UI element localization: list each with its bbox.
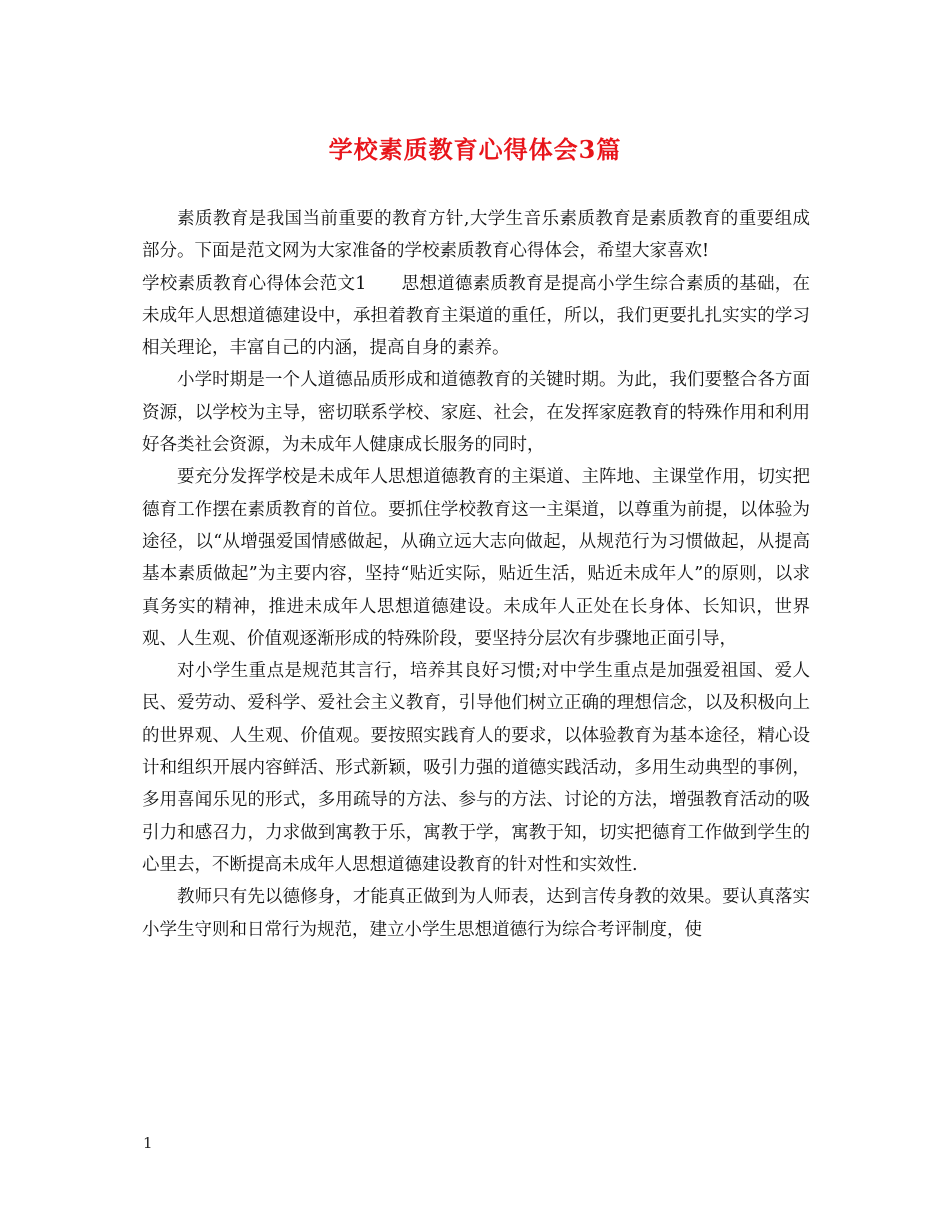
body-paragraph-1: 小学时期是一个人道德品质形成和道德教育的关键时期。为此，我们要整合各方面资源，以学校为主导，密切联系学校、家庭、社会，在发挥家庭教育的特殊作用和利用好各类社会资源，为未成年人健康成长服务的同时， (142, 370, 810, 456)
page-number: 1 (143, 1134, 153, 1152)
body-paragraph-3: 对小学生重点是规范其言行，培养其良好习惯;对中学生重点是加强爱祖国、爱人民、爱劳动、爱科学、爱社会主义教育，引导他们树立正确的理想信念，以及积极向上的世界观、人生观、价值观。要按照实践育人的要求，以体验教育为基本途径，精心设计和组织开展内容鲜活、形式新颖，吸引力强的道德实践活动，多用生动典型的事例，多用喜闻乐见的形式，多用疏导的方法、参与的方法、讨论的方法，增强教育活动的吸引力和感召力，力求做到寓教于乐，寓教于学，寓教于知，切实把德育工作做到学生的心里去，不断提高未成年人思想道德建设教育的针对性和实效性. (142, 661, 810, 875)
section-heading: 学校素质教育心得体会范文1 (142, 273, 367, 294)
document-title: 学校素质教育心得体会3篇 (328, 135, 622, 164)
body-paragraph-2: 要充分发挥学校是未成年人思想道德教育的主渠道、主阵地、主课堂作用，切实把德育工作摆在素质教育的首位。要抓住学校教育这一主渠道，以尊重为前提，以体验为途径，以“从增强爱国情感做起，从确立远大志向做起，从规范行为习惯做起，从提高基本素质做起”为主要内容，坚持“贴近实际，贴近生活，贴近未成年人”的原则，以求真务实的精神，推进未成年人思想道德建设。未成年人正处在长身体、长知识，世界观、人生观、价值观逐渐形成的特殊阶段，要坚持分层次有步骤地正面引导， (142, 467, 810, 649)
intro-paragraph: 素质教育是我国当前重要的教育方针,大学生音乐素质教育是素质教育的重要组成部分。下面是范文网为大家准备的学校素质教育心得体会，希望大家喜欢! (142, 209, 810, 262)
section-paragraph (142, 268, 810, 365)
document-body (142, 203, 810, 946)
body-paragraph-4: 教师只有先以德修身，才能真正做到为人师表，达到言传身教的效果。要认真落实小学生守则和日常行为规范，建立小学生思想道德行为综合考评制度，使 (142, 887, 810, 940)
section-first-text: 思想道德素质教育是提高小学生综合素质的基础，在未成年人思想道德建设中，承担着教育主渠道的重任，所以，我们更要扎扎实实的学习相关理论，丰富自己的内涵，提高自身的素养。 (142, 273, 810, 359)
